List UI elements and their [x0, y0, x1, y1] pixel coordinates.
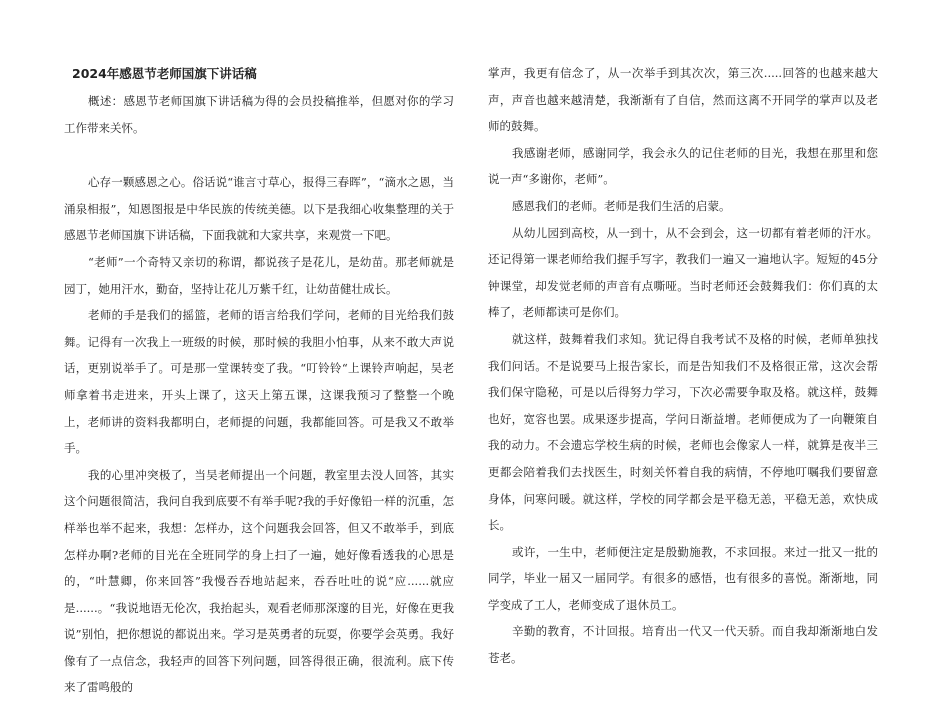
- body-paragraph-continued: 掌声，我更有信念了，从一次举手到其次次，第三次.....回答的也越来越大声，声音也越来越清楚，我渐渐有了自信，然而这离不开同学的掌声以及老师的鼓舞。: [488, 66, 878, 134]
- right-column: [488, 60, 878, 672]
- body-paragraph: 老师的手是我们的摇篮，老师的语言给我们学问，老师的目光给我们鼓舞。记得有一次我上一班级的时候，那时候的我胆小怕事，从来不敢大声说话，更别说举手了。可是那一堂课转变了我。“叮铃铃“上课铃声响起，吴老师拿着书走进来，开头上课了，这天上第五课，这课我预习了整整一个晚上，老师讲的资料我都明白，老师提的问题，我都能回答。可是我又不敢举手。: [64, 308, 454, 456]
- body-paragraph: 从幼儿园到高校，从一到十，从不会到会，这一切都有着老师的汗水。还记得第一课老师给我们握手写字，教我们一遍又一遍地认字。短短的45分钟课堂，却发觉老师的声音有点嘶哑。当时老师还会鼓舞我们：你们真的太棒了，老师都读可是你们。: [488, 225, 878, 320]
- body-paragraph: “老师”一个奇特又亲切的称谓，都说孩子是花儿，是幼苗。那老师就是园丁，她用汗水，勤奋，坚持让花儿万紫千红，让幼苗健壮成长。: [64, 254, 454, 296]
- paragraph-gap: [64, 141, 454, 169]
- body-paragraph: 我感谢老师，感谢同学，我会永久的记住老师的目光，我想在那里和您说一声“多谢你，老师”。: [488, 145, 878, 187]
- body-paragraph: 或许，一生中，老师便注定是殷勤施教，不求回报。来过一批又一批的同学，毕业一届又一届同学。有很多的感悟，也有很多的喜悦。渐渐地，同学变成了工人，老师变成了退休员工。: [488, 544, 878, 612]
- body-paragraph: 我的心里冲突极了，当吴老师提出一个问题，教室里去没人回答，其实这个问题很简洁，我问自我到底要不有举手呢?我的手好像铅一样的沉重，怎样举也举不起来，我想：怎样办，这个问题我会回答，但又不敢举手，到底怎样办啊?老师的目光在全班同学的身上扫了一遍，她好像看透我的心思是的，“叶慧卿，你来回答”我慢吞吞地站起来，吞吞吐吐的说“应......就应是......。“我说地语无伦次，我抬起头，观看老师那深邃的目光，好像在更我说”别怕，把你想说的都说出来。学习是英勇者的玩耍，你要学会英勇。我好像有了一点信念，我轻声的回答下列问题，回答得很正确，很流利。底下传来了雷鸣般的: [64, 467, 454, 695]
- body-paragraph: 辛勤的教育，不计回报。培育出一代又一代天骄。而自我却渐渐地白发苍老。: [488, 624, 878, 666]
- body-paragraph: 心存一颗感恩之心。俗话说“谁言寸草心，报得三春晖”，“滴水之恩，当涌泉相报”，知恩图报是中华民族的传统美德。以下是我细心收集整理的关于感恩节老师国旗下讲话稿，下面我就和大家共享，来观赏一下吧。: [64, 175, 454, 243]
- left-column: [64, 60, 454, 701]
- body-paragraph: 感恩我们的老师。老师是我们生活的启蒙。: [512, 198, 731, 213]
- document-title: 2024年感恩节老师国旗下讲话稿: [72, 66, 257, 81]
- summary-paragraph: 概述：感恩节老师国旗下讲话稿为得的会员投稿推举，但愿对你的学习工作带来关怀。: [64, 94, 454, 135]
- body-paragraph: 就这样，鼓舞着我们求知。犹记得自我考试不及格的时候，老师单独找我们问话。不是说要马上报告家长，而是告知我们不及格很正常，这次会帮我们保守隐秘，可是以后得努力学习，下次必需要争取及格。就这样，鼓舞也好，宽容也罢。成果逐步提高，学问日渐益增。老师便成为了一向鞭策自我的动力。不会遗忘学校生病的时候，老师也会像家人一样，就算是夜半三更都会陪着我们去找医生，时刻关怀着自我的病情，不停地叮嘱我们要留意身体，问寒问暖。就这样，学校的同学都会是平稳无恙，平稳无恙，欢快成长。: [488, 331, 878, 533]
